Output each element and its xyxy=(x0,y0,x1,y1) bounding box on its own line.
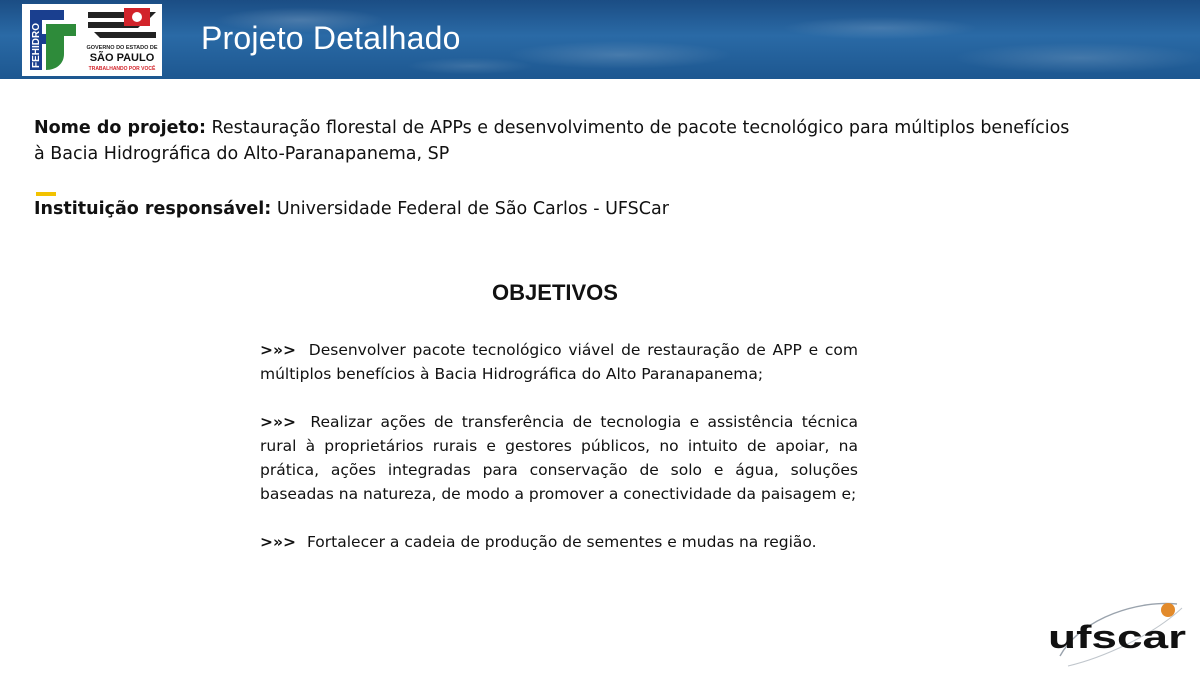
bullet-icon: >»> xyxy=(260,533,296,551)
fehidro-logo-text: FEHIDRO xyxy=(31,23,42,68)
project-name-value-line1: Restauração florestal de APPs e desenvolvimento de pacote tecnológico para múltiplos benefícios xyxy=(205,118,1070,138)
project-name xyxy=(34,115,1134,167)
objectives-list xyxy=(260,338,858,578)
bullet-icon: >»> xyxy=(260,341,296,359)
fehidro-sp-logo xyxy=(22,4,162,76)
bullet-icon: >»> xyxy=(260,413,296,431)
header-band xyxy=(0,0,1200,79)
ufscar-logo xyxy=(1042,596,1192,670)
gov-line-3: TRABALHANDO POR VOCÊ xyxy=(88,66,156,72)
institution-label: Instituição responsável: xyxy=(34,199,272,219)
page-title: Projeto Detalhado xyxy=(201,20,461,56)
objective-item xyxy=(260,530,858,554)
objective-item xyxy=(260,410,858,506)
objective-text: Fortalecer a cadeia de produção de sementes e mudas na região. xyxy=(306,533,817,551)
gov-line-2: SÃO PAULO xyxy=(89,52,155,64)
objective-text: Desenvolver pacote tecnológico viável de restauração de APP e com múltiplos benefícios à Bacia Hidrográfica do Alto Paranapanema; xyxy=(260,341,858,383)
objectives-title: OBJETIVOS xyxy=(492,280,618,305)
institution xyxy=(34,196,1134,222)
institution-value: Universidade Federal de São Carlos - UFSCar xyxy=(271,199,669,219)
fehidro-logo xyxy=(24,6,82,74)
project-name-label: Nome do projeto: xyxy=(34,118,206,138)
ufscar-sphere-icon xyxy=(1161,603,1175,617)
sao-paulo-emblem xyxy=(84,6,160,74)
ufscar-logo-text: ufscar xyxy=(1048,619,1186,655)
objective-text: Realizar ações de transferência de tecnologia e assistência técnica rural à proprietários rurais e gestores públicos, no intuito de apoiar, na prática, ações integradas para conservação de solo e água, soluções baseadas na natureza, de modo a promover a conectividade da paisagem e; xyxy=(260,413,858,503)
objective-item xyxy=(260,338,858,386)
gov-line-1: GOVERNO DO ESTADO DE xyxy=(86,45,158,51)
project-name-value-line2: à Bacia Hidrográfica do Alto-Paranapanema, SP xyxy=(34,144,450,164)
